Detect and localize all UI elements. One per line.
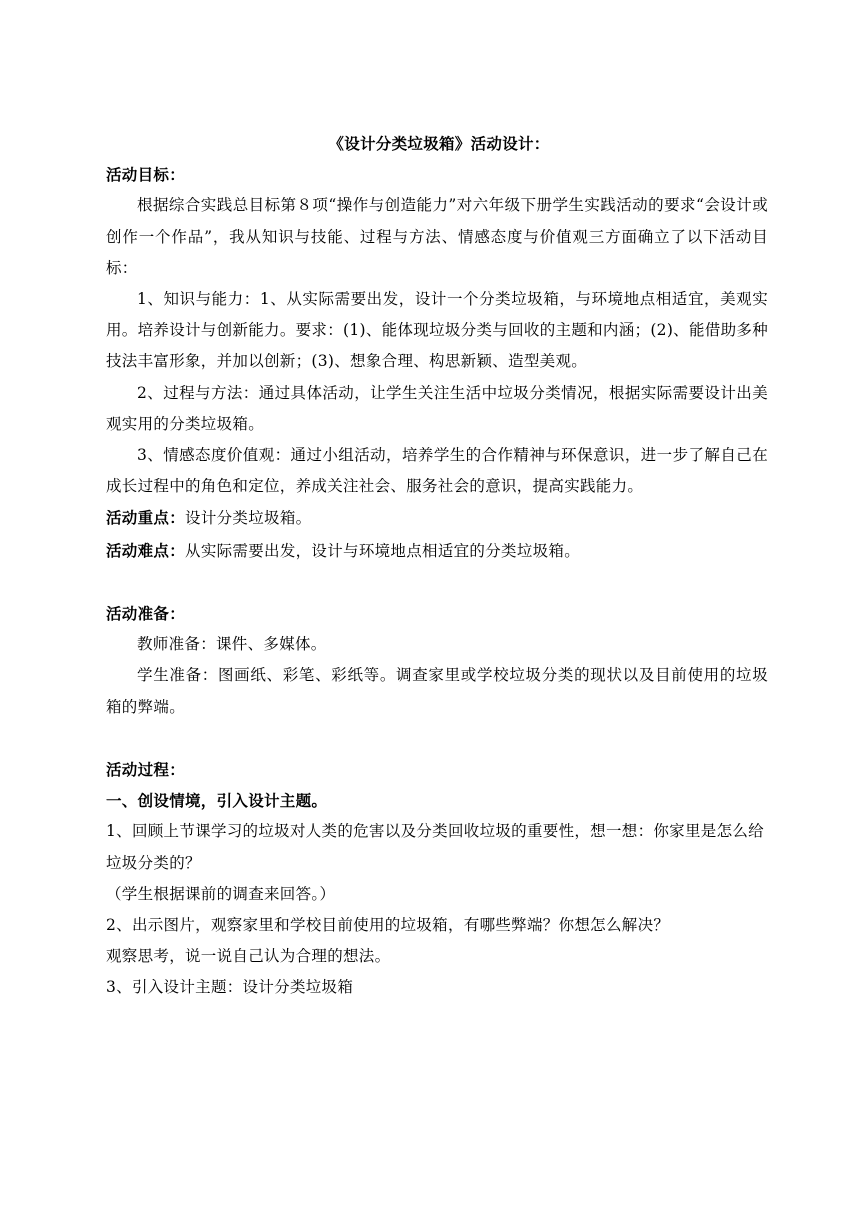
goals-heading: 活动目标： <box>106 165 186 185</box>
goals-intro-paragraph: 根据综合实践总目标第８项“操作与创造能力”对六年级下册学生实践活动的要求“会设计或创作一个作品”，我从知识与技能、过程与方法、情感态度与价值观三方面确立了以下活动目标： <box>106 196 768 277</box>
key-point-line <box>106 502 768 534</box>
step-1-paragraph: 1、回顾上节课学习的垃圾对人类的危害以及分类回收垃圾的重要性，想一想：你家里是怎么给垃圾分类的？ <box>106 822 764 872</box>
step-2-note: 观察思考，说一说自己认为合理的想法。 <box>106 947 391 966</box>
difficulty-label: 活动难点： <box>106 540 186 560</box>
spacer <box>106 567 768 598</box>
goal-knowledge-paragraph: 1、知识与能力：1、从实际需要出发，设计一个分类垃圾箱，与环境地点相适宜，美观实用。培养设计与创新能力。要求：(1)、能体现垃圾分类与回收的主题和内涵；(2)、能借助多种技法丰富形象，并加以创新；(3)、想象合理、构思新颖、造型美观。 <box>106 290 768 371</box>
step-3-paragraph: 3、引入设计主题：设计分类垃圾箱 <box>106 978 354 997</box>
goal-process-paragraph: 2、过程与方法：通过具体活动，让学生关注生活中垃圾分类情况，根据实际需要设计出美观实用的分类垃圾箱。 <box>106 383 768 433</box>
prep-student-paragraph: 学生准备：图画纸、彩笔、彩纸等。调查家里或学校垃圾分类的现状以及目前使用的垃圾箱的弊端。 <box>106 666 768 716</box>
key-point-text: 设计分类垃圾箱。 <box>185 509 312 528</box>
goal-attitude-paragraph: 3、情感态度价值观：通过小组活动，培养学生的合作精神与环保意识，进一步了解自己在成长过程中的角色和定位，养成关注社会、服务社会的意识，提高实践能力。 <box>106 446 768 496</box>
difficulty-line <box>106 535 768 567</box>
spacer <box>106 723 768 754</box>
key-point-label: 活动重点： <box>106 508 186 528</box>
section-1-heading: 一、创设情境，引入设计主题。 <box>106 791 328 811</box>
prep-teacher-paragraph: 教师准备：课件、多媒体。 <box>137 635 327 654</box>
process-heading: 活动过程： <box>106 760 186 780</box>
difficulty-text: 从实际需要出发，设计与环境地点相适宜的分类垃圾箱。 <box>185 541 581 560</box>
document-title: 《设计分类垃圾箱》活动设计： <box>328 134 550 153</box>
prep-heading: 活动准备： <box>106 604 186 624</box>
document-body <box>106 128 768 1004</box>
step-2-paragraph: 2、出示图片，观察家里和学校目前使用的垃圾箱，有哪些弊端？你想怎么解决？ <box>106 916 670 935</box>
step-1-note: （学生根据课前的调查来回答。） <box>106 884 336 903</box>
